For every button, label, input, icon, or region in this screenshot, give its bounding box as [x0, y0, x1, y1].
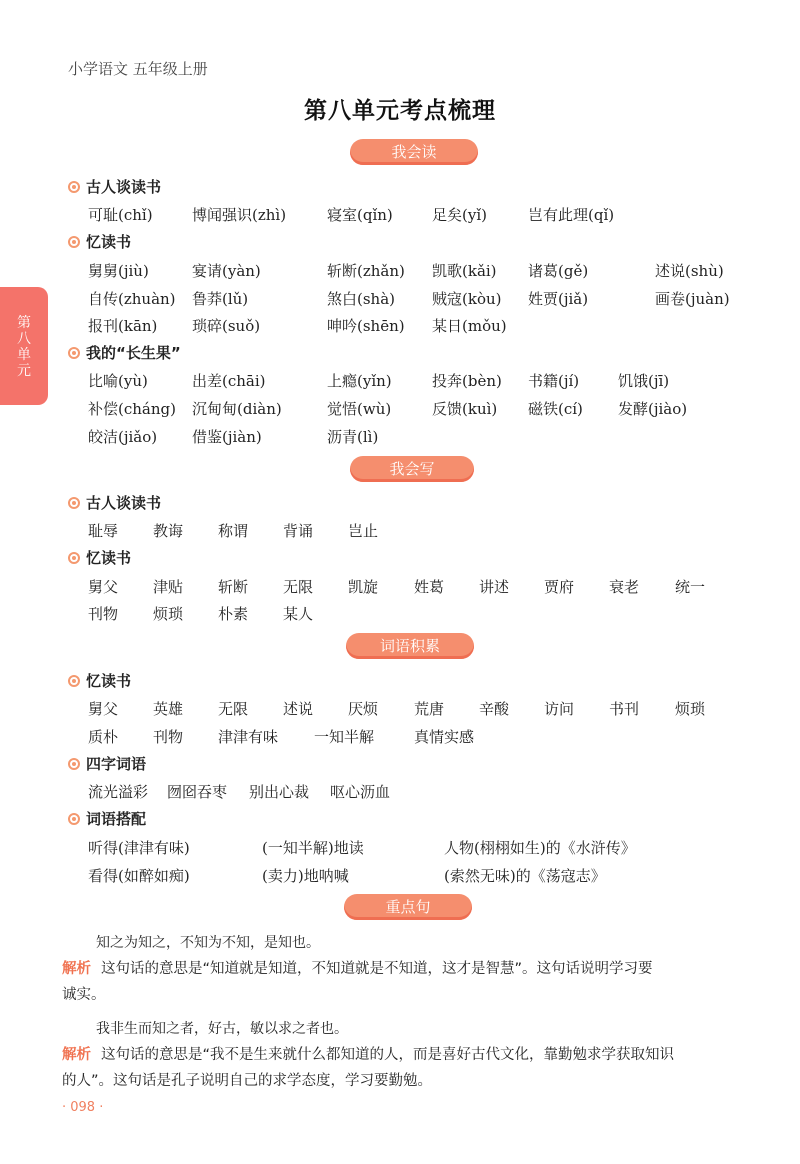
pinyin-word: 鲁莽(lǔ) — [192, 290, 249, 308]
pinyin-word: 借鉴(jiàn) — [192, 428, 262, 446]
side-tab-char: 第 — [17, 315, 31, 331]
pinyin-word: 自传(zhuàn) — [88, 290, 176, 308]
vocab-word: 厌烦 — [348, 700, 379, 718]
write-word: 讲述 — [479, 578, 510, 596]
pinyin-word: 足矣(yǐ) — [432, 206, 487, 224]
subsection-title: 忆读书 — [68, 670, 131, 691]
pinyin-word: 发酵(jiào) — [618, 400, 688, 418]
circle-bullet-icon — [68, 236, 80, 248]
word-row — [0, 260, 800, 284]
vocab-word: 烦琐 — [675, 700, 706, 718]
word-row — [0, 288, 800, 312]
pinyin-word: 煞白(shà) — [327, 290, 396, 308]
word-row — [0, 520, 800, 544]
vocab-word: 刊物 — [153, 728, 184, 746]
write-word: 称谓 — [218, 522, 249, 540]
analysis-text: 的人”。这句话是孔子说明自己的求学态度，学习要勤勉。 — [62, 1073, 433, 1089]
vocab-word: 一知半解 — [314, 728, 375, 746]
vocab-word: 真情实感 — [414, 728, 475, 746]
section-header-vocab: 词语积累 — [346, 633, 474, 659]
pinyin-word: 磁铁(cí) — [528, 400, 583, 418]
pinyin-word: 画卷(juàn) — [655, 290, 730, 308]
pinyin-word: 皎洁(jiǎo) — [88, 428, 158, 446]
word-row — [0, 426, 800, 450]
pinyin-word: 报刊(kān) — [88, 317, 158, 335]
write-word: 无限 — [283, 578, 314, 596]
word-row — [0, 837, 800, 861]
word-row — [0, 781, 800, 805]
section-header-write: 我会写 — [350, 456, 474, 482]
write-word: 岂止 — [348, 522, 379, 540]
vocab-word: 别出心裁 — [249, 783, 310, 801]
page-number: · 098 · — [62, 1100, 104, 1115]
vocab-word: 呕心沥血 — [330, 783, 391, 801]
vocab-word: 囫囵吞枣 — [167, 783, 228, 801]
analysis-tag: 解析 — [62, 961, 91, 977]
analysis-text: 诚实。 — [62, 987, 106, 1003]
write-word: 津贴 — [153, 578, 184, 596]
section-header-key: 重点句 — [344, 894, 472, 920]
vocab-word: 无限 — [218, 700, 249, 718]
pinyin-word: 补偿(cháng) — [88, 400, 176, 418]
key-sentence: 知之为知之，不知为不知，是知也。 — [96, 935, 320, 951]
write-word: 斩断 — [218, 578, 249, 596]
write-word: 教诲 — [153, 522, 184, 540]
page-title: 第八单元考点梳理 — [304, 98, 496, 124]
word-row — [0, 576, 800, 600]
circle-bullet-icon — [68, 675, 80, 687]
write-word: 统一 — [675, 578, 706, 596]
subsection-title: 古人谈读书 — [68, 492, 161, 513]
collocation: (索然无味)的《荡寇志》 — [444, 867, 606, 885]
pinyin-word: 投奔(bèn) — [432, 372, 502, 390]
subsection-title: 忆读书 — [68, 231, 131, 252]
circle-bullet-icon — [68, 813, 80, 825]
vocab-word: 访问 — [544, 700, 575, 718]
write-word: 姓葛 — [414, 578, 445, 596]
analysis-text: 这句话的意思是“我不是生来就什么都知道的人，而是喜好古代文化，靠勤勉求学获取知识 — [101, 1047, 675, 1063]
circle-bullet-icon — [68, 552, 80, 564]
write-word: 凯旋 — [348, 578, 379, 596]
write-word: 贾府 — [544, 578, 575, 596]
pinyin-word: 饥饿(jī) — [618, 372, 670, 390]
subsection-title: 词语搭配 — [68, 808, 146, 829]
word-row — [0, 865, 800, 889]
subsection-title: 我的“长生果” — [68, 342, 181, 363]
vocab-word: 津津有味 — [218, 728, 279, 746]
side-tab-char: 元 — [17, 363, 31, 379]
pinyin-word: 出差(chāi) — [192, 372, 266, 390]
pinyin-word: 斩断(zhǎn) — [327, 262, 405, 280]
write-word: 某人 — [283, 605, 314, 623]
word-row — [0, 603, 800, 627]
circle-bullet-icon — [68, 347, 80, 359]
pinyin-word: 上瘾(yǐn) — [327, 372, 392, 390]
subsection-title: 四字词语 — [68, 753, 146, 774]
pinyin-word: 反馈(kuì) — [432, 400, 498, 418]
pinyin-word: 某日(mǒu) — [432, 317, 507, 335]
analysis-tag: 解析 — [62, 1047, 91, 1063]
pinyin-word: 述说(shù) — [655, 262, 724, 280]
write-word: 背诵 — [283, 522, 314, 540]
word-row — [0, 315, 800, 339]
pinyin-word: 呻吟(shēn) — [327, 317, 405, 335]
side-tab-char: 八 — [17, 331, 31, 347]
pinyin-word: 沉甸甸(diàn) — [192, 400, 282, 418]
analysis-paragraph — [62, 956, 752, 1008]
pinyin-word: 比喻(yù) — [88, 372, 148, 390]
pinyin-word: 岂有此理(qǐ) — [528, 206, 615, 224]
write-word: 舅父 — [88, 578, 119, 596]
pinyin-word: 可耻(chǐ) — [88, 206, 153, 224]
word-row — [0, 204, 800, 228]
word-row — [0, 726, 800, 750]
write-word: 刊物 — [88, 605, 119, 623]
write-word: 耻辱 — [88, 522, 119, 540]
analysis-text: 这句话的意思是“知道就是知道，不知道就是不知道，这才是智慧”。这句话说明学习要 — [101, 961, 653, 977]
word-row — [0, 698, 800, 722]
pinyin-word: 宴请(yàn) — [192, 262, 261, 280]
circle-bullet-icon — [68, 758, 80, 770]
pinyin-word: 觉悟(wù) — [327, 400, 392, 418]
section-header-read: 我会读 — [350, 139, 478, 165]
side-tab-char: 单 — [17, 347, 31, 363]
collocation: (卖力)地呐喊 — [262, 867, 349, 885]
write-word: 衰老 — [609, 578, 640, 596]
pinyin-word: 诸葛(gě) — [528, 262, 589, 280]
pinyin-word: 琐碎(suǒ) — [192, 317, 261, 335]
book-header: 小学语文 五年级上册 — [68, 60, 208, 78]
vocab-word: 质朴 — [88, 728, 119, 746]
collocation: 人物(栩栩如生)的《水浒传》 — [444, 839, 636, 857]
write-word: 烦琐 — [153, 605, 184, 623]
pinyin-word: 凯歌(kǎi) — [432, 262, 497, 280]
pinyin-word: 贼寇(kòu) — [432, 290, 502, 308]
subsection-title: 古人谈读书 — [68, 176, 161, 197]
pinyin-word: 博闻强识(zhì) — [192, 206, 287, 224]
pinyin-word: 沥青(lì) — [327, 428, 379, 446]
vocab-word: 辛酸 — [479, 700, 510, 718]
write-word: 朴素 — [218, 605, 249, 623]
pinyin-word: 姓贾(jiǎ) — [528, 290, 589, 308]
vocab-word: 述说 — [283, 700, 314, 718]
collocation: 听得(津津有味) — [88, 839, 190, 857]
vocab-word: 荒唐 — [414, 700, 445, 718]
collocation: 看得(如醉如痴) — [88, 867, 190, 885]
vocab-word: 书刊 — [609, 700, 640, 718]
collocation: (一知半解)地读 — [262, 839, 364, 857]
subsection-title: 忆读书 — [68, 547, 131, 568]
vocab-word: 英雄 — [153, 700, 184, 718]
word-row — [0, 398, 800, 422]
analysis-paragraph — [62, 1042, 752, 1094]
vocab-word: 流光溢彩 — [88, 783, 149, 801]
pinyin-word: 寝室(qǐn) — [327, 206, 393, 224]
word-row — [0, 370, 800, 394]
circle-bullet-icon — [68, 497, 80, 509]
key-sentence: 我非生而知之者，好古，敏以求之者也。 — [96, 1021, 348, 1037]
circle-bullet-icon — [68, 181, 80, 193]
pinyin-word: 书籍(jí) — [528, 372, 580, 390]
vocab-word: 舅父 — [88, 700, 119, 718]
pinyin-word: 舅舅(jiù) — [88, 262, 149, 280]
